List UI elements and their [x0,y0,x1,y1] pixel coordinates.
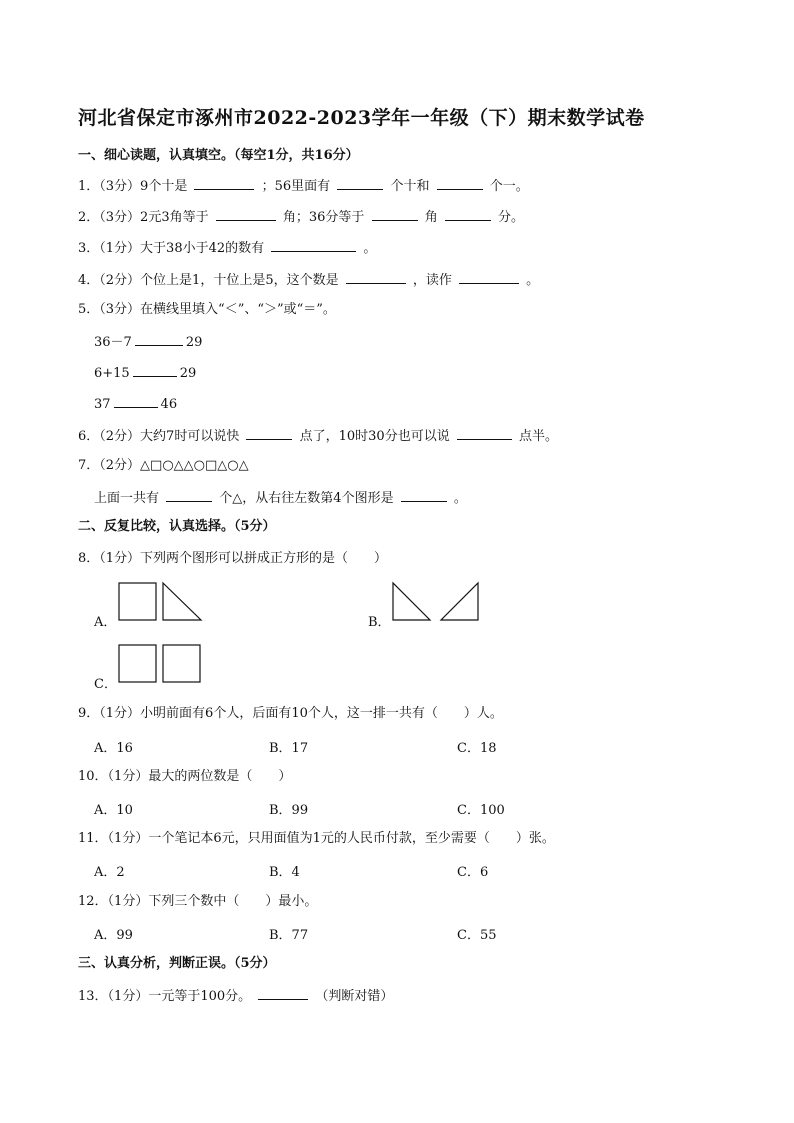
section-1-heading: 一、细心读题，认真填空。（每空1分，共16分） [78,148,359,163]
option-c[interactable]: C． [94,677,117,692]
question-1: 1．（3分）9个十是 ；56里面有 个十和 个一。 [78,176,529,196]
question-10: 10．（1分）最大的两位数是（ ） [78,769,292,784]
triangle-shape [163,583,201,620]
question-9: 9．（1分）小明前面有6个人，后面有10个人，这一排一共有（ ）人。 [78,706,503,721]
option-c[interactable]: C．18 [457,741,497,756]
option-a[interactable]: A．16 [94,741,133,756]
section-3-heading: 三、认真分析，判断正误。（5分） [78,956,276,971]
question-8: 8．（1分）下列两个图形可以拼成正方形的是（ ） [78,551,388,566]
option-a[interactable]: A． [94,615,117,630]
option-b[interactable]: B．77 [269,928,309,943]
option-a[interactable]: A．10 [94,803,133,818]
question-12: 12．（1分）下列三个数中（ ）最小。 [78,894,318,909]
compare-row: 6+15 29 [94,363,196,383]
square-shape [163,645,200,682]
option-c[interactable]: C．6 [457,865,489,880]
question-3: 3．（1分）大于38小于42的数有 。 [78,238,376,258]
option-b[interactable]: B．17 [269,741,309,756]
option-a[interactable]: A．2 [94,865,125,880]
square-shape [119,583,156,620]
triangle-shape [441,583,478,620]
question-2: 2．（3分）2元3角等于 角；36分等于 角 分。 [78,207,524,227]
page-title: 河北省保定市涿州市2022-2023学年一年级（下）期末数学试卷 [78,107,645,129]
question-7-prompt: 上面一共有 个△，从右往左数第4个图形是 。 [94,488,467,508]
answer-blank[interactable] [258,986,308,1000]
option-b[interactable]: B．4 [269,865,300,880]
question-13: 13．（1分）一元等于100分。 （判断对错） [78,986,393,1006]
compare-row: 37 46 [94,394,177,414]
option-b[interactable]: B． [368,615,391,630]
question-4: 4．（2分）个位上是1，十位上是5，这个数是 ，读作 。 [78,270,539,290]
square-shape [119,645,156,682]
triangle-shape [393,583,430,620]
option-a[interactable]: A．99 [94,928,133,943]
question-11: 11．（1分）一个笔记本6元，只用面值为1元的人民币付款，至少需要（ ）张。 [78,831,555,846]
compare-row: 36－7 29 [94,332,202,352]
question-6: 6．（2分）大约7时可以说快 点了，10时30分也可以说 点半。 [78,426,558,446]
section-2-heading: 二、反复比较，认真选择。（5分） [78,519,276,534]
option-c[interactable]: C．100 [457,803,505,818]
option-b[interactable]: B．99 [269,803,309,818]
question-7: 7．（2分）△□○△△○□△○△ [78,458,249,473]
option-c[interactable]: C．55 [457,928,497,943]
question-5: 5．（3分）在横线里填入“＜”、“＞”或“＝”。 [78,302,336,317]
